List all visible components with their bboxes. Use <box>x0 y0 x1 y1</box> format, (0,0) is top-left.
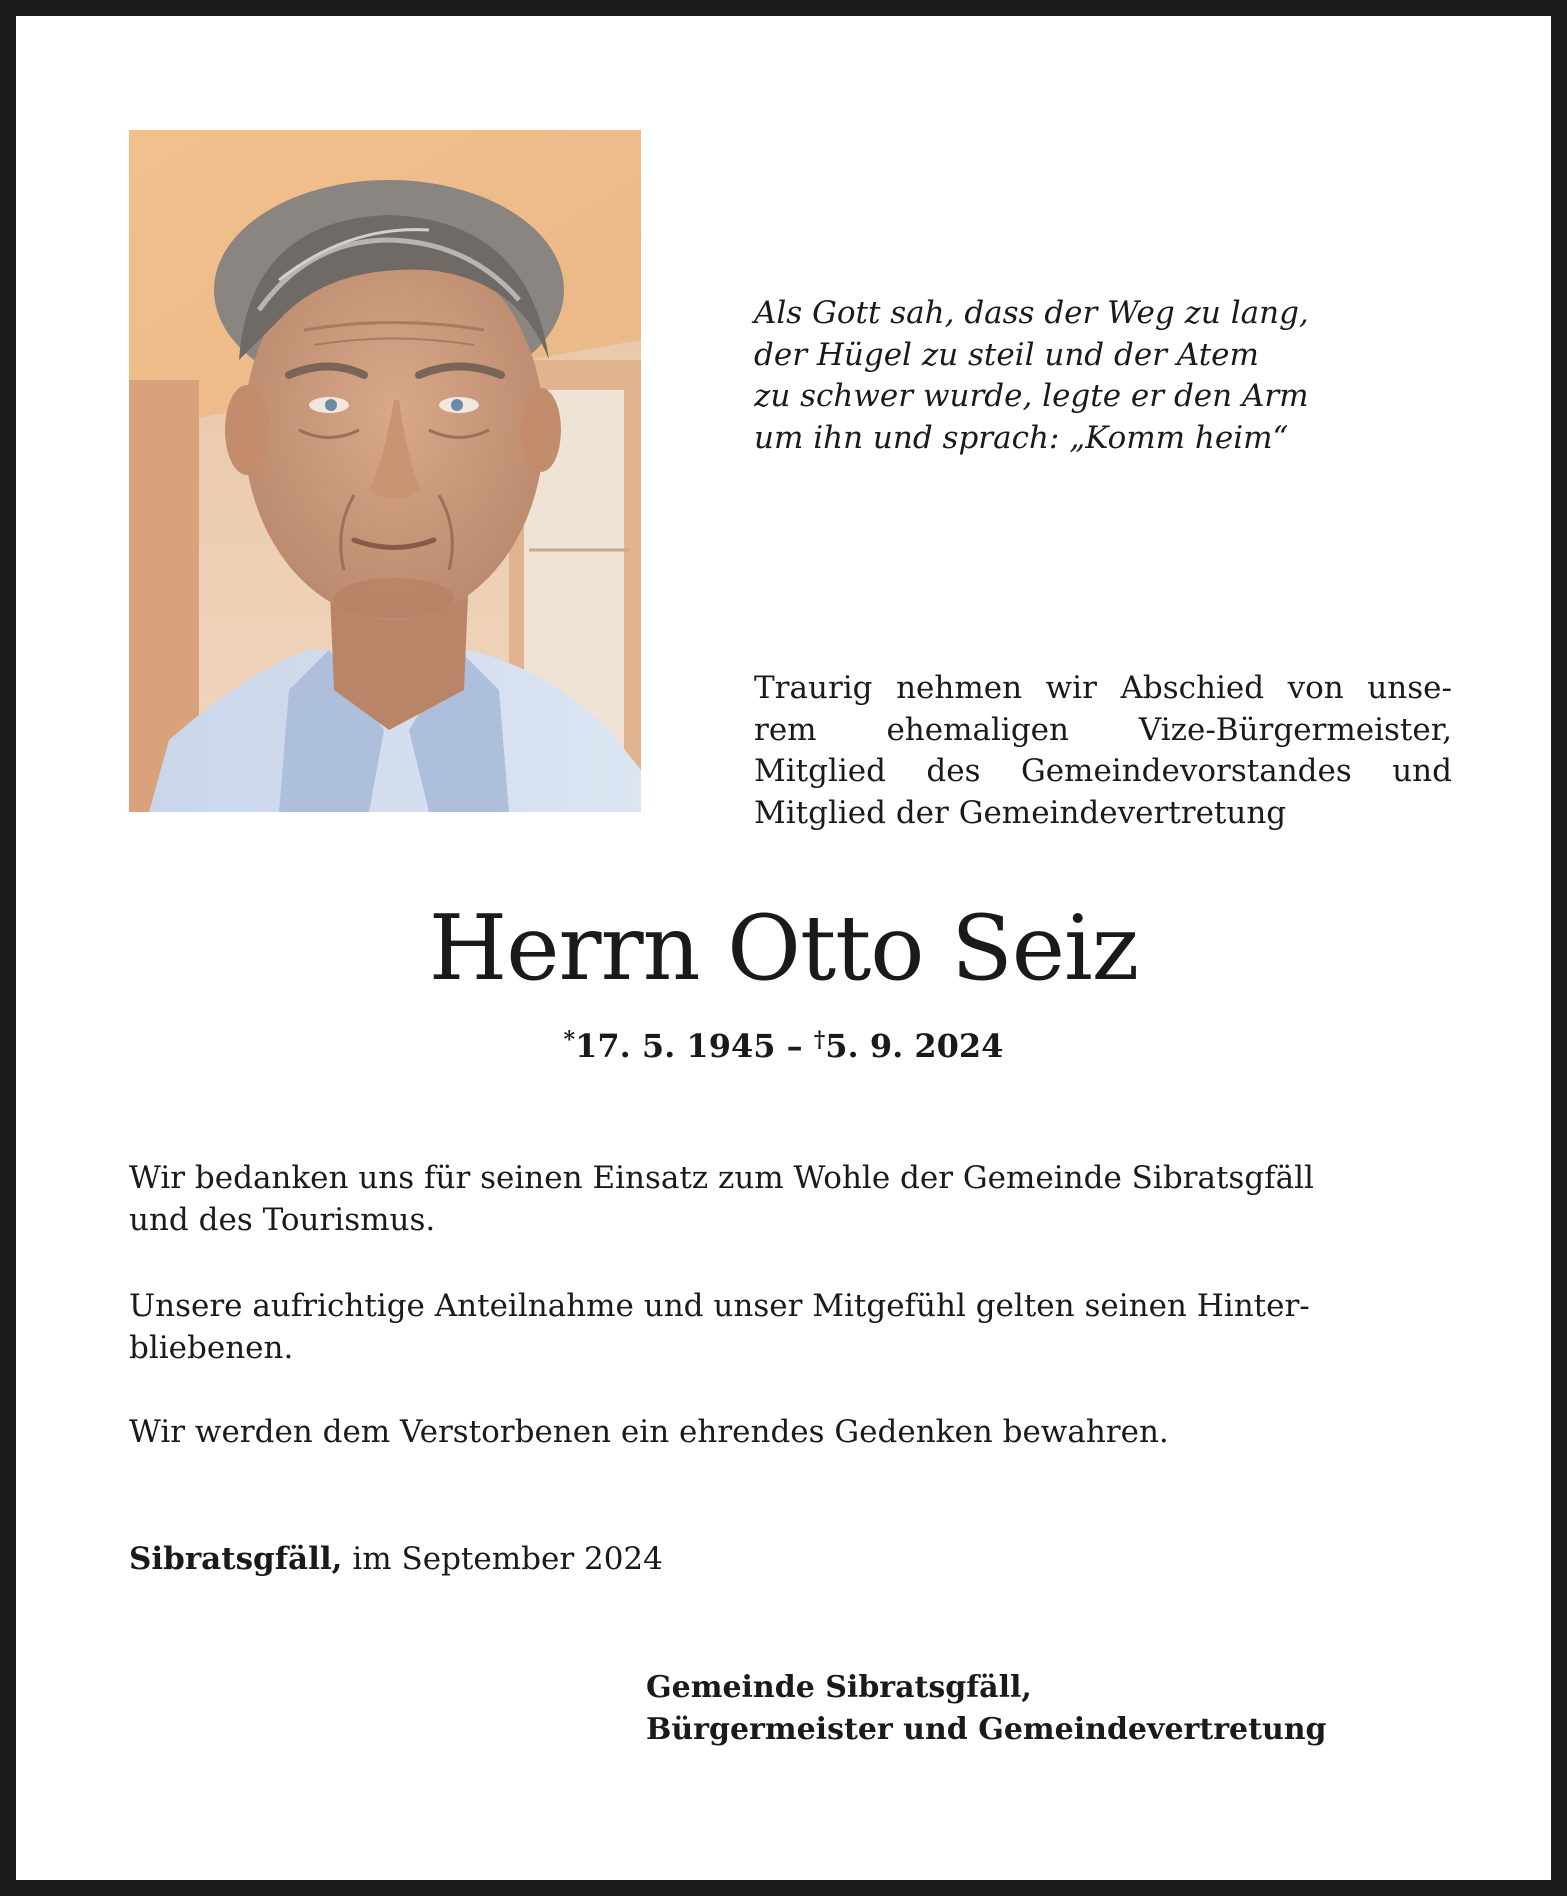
quote-line: zu schwer wurde, legte er den Arm <box>754 378 1309 414</box>
signature-line: Bürgermeister und Gemeindevertretung <box>646 1711 1327 1747</box>
deceased-name: Herrn Otto Seiz <box>428 896 1139 1001</box>
place-date-line <box>129 1539 663 1581</box>
remembrance-paragraph <box>129 1412 1449 1454</box>
paragraph-line: und des Tourismus. <box>129 1201 436 1238</box>
place-name: Sibratsgfäll, <box>129 1541 343 1577</box>
birth-symbol: * <box>563 1027 576 1053</box>
farewell-line: rem ehemaligen Vize-Bürgermeister, <box>754 711 1452 748</box>
paragraph-line: Wir bedanken uns für seinen Einsatz zum Wohle der Gemeinde Sibratsgfäll <box>129 1160 1314 1196</box>
life-dates <box>16 1024 1551 1068</box>
portrait-illustration <box>129 130 641 812</box>
death-date: 5. 9. 2024 <box>825 1027 1004 1065</box>
condolence-paragraph <box>129 1286 1449 1369</box>
closing-date: im September 2024 <box>342 1541 663 1577</box>
farewell-line: Mitglied des Gemeindevorstandes und <box>754 753 1452 789</box>
signature-block <box>646 1667 1327 1750</box>
quote-line: der Hügel zu steil und der Atem <box>754 336 1259 373</box>
memorial-quote <box>754 293 1474 459</box>
farewell-text <box>754 668 1452 834</box>
birth-date: 17. 5. 1945 <box>575 1027 776 1065</box>
paragraph-line: Wir werden dem Verstorbenen ein ehrendes Gedenken bewahren. <box>129 1414 1169 1450</box>
quote-line: um ihn und sprach: „Komm heim“ <box>754 419 1289 456</box>
portrait-photo <box>129 130 641 812</box>
signature-line: Gemeinde Sibratsgfäll, <box>646 1670 1032 1705</box>
thanks-paragraph <box>129 1158 1449 1241</box>
death-symbol: † <box>813 1027 826 1053</box>
quote-line: Als Gott sah, dass der Weg zu lang, <box>754 295 1309 331</box>
farewell-line: Mitglied der Gemeindevertretung <box>754 794 1287 831</box>
obituary-page <box>16 16 1551 1880</box>
paragraph-line: bliebenen. <box>129 1329 294 1366</box>
farewell-line: Traurig nehmen wir Abschied von unse- <box>754 670 1452 706</box>
paragraph-line: Unsere aufrichtige Anteilnahme und unser Mitgefühl gelten seinen Hinter- <box>129 1288 1310 1324</box>
date-dash: – <box>775 1027 814 1065</box>
